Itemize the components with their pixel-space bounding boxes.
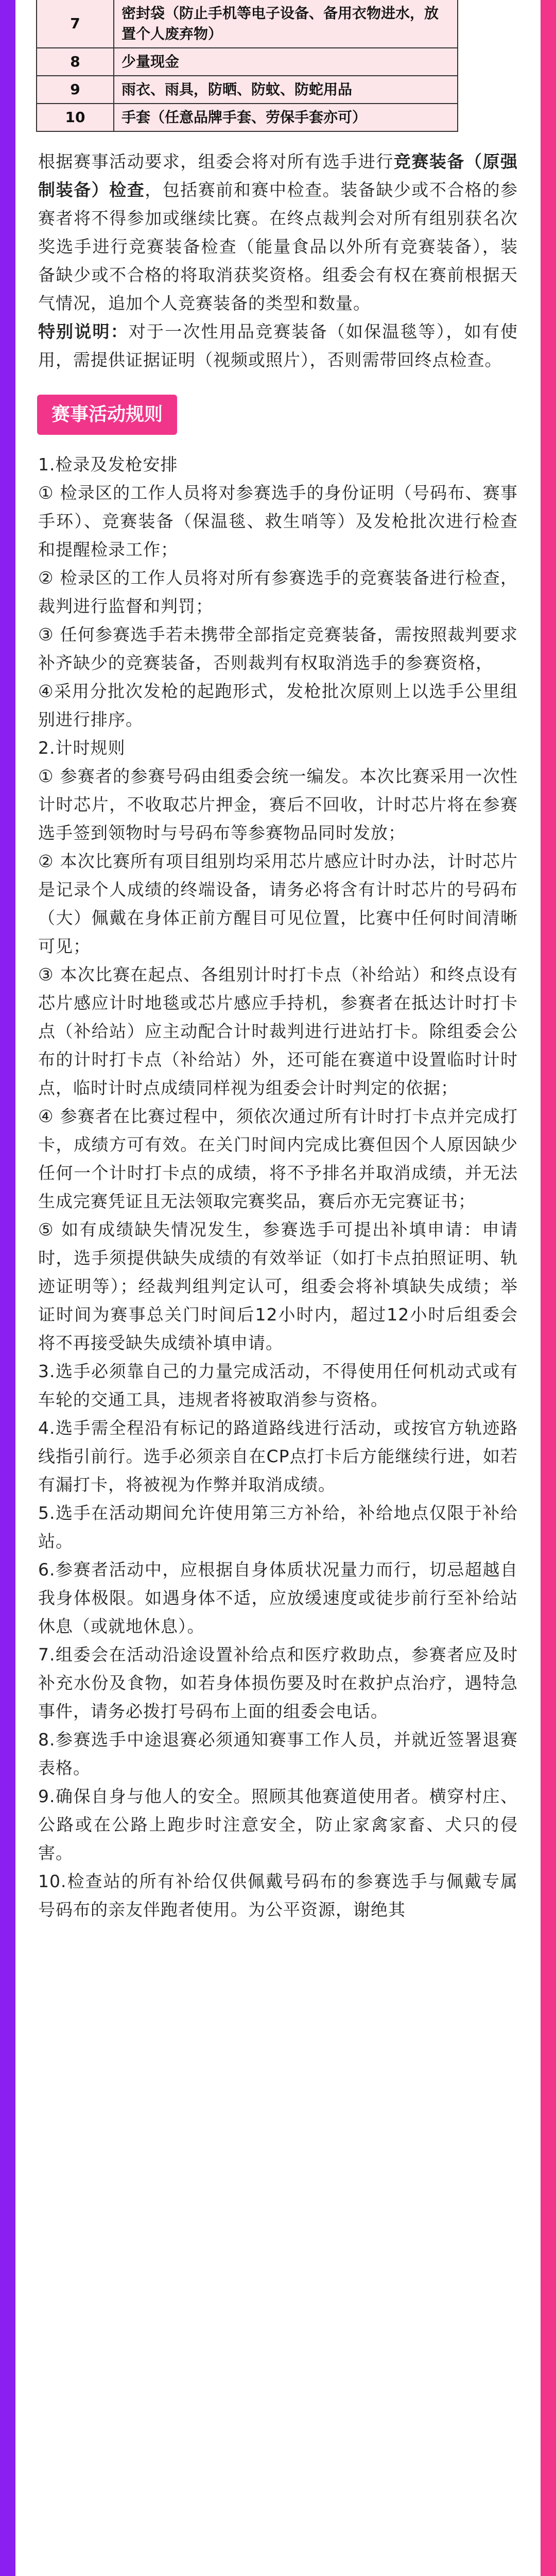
row-number: 7 — [37, 0, 114, 48]
rule-paragraph: ④ 参赛者在比赛过程中，须依次通过所有计时打卡点并完成打卡，成绩方可有效。在关门时间内完成比赛但因个人原因缺少任何一个计时打卡点的成绩，将不予排名并取消成绩，并无法生成完赛凭证且无法领取完赛奖品，赛后亦无完赛证书； — [38, 1106, 518, 1211]
rule-paragraph: 1.检录及发枪安排 — [38, 454, 178, 474]
intro-paragraph — [38, 147, 518, 317]
rule-paragraph: 7.组委会在活动沿途设置补给点和医疗救助点，参赛者应及时补充水份及食物，如若身体损伤要及时在救护点治疗，遇特急事件，请务必拨打号码布上面的组委会电话。 — [38, 1645, 518, 1721]
row-item: 少量现金 — [114, 48, 458, 76]
special-note-label: 特别说明： — [38, 321, 129, 342]
rule-paragraph: ① 检录区的工作人员将对参赛选手的身份证明（号码布、赛事手环）、竞赛装备（保温毯、救生哨等）及发枪批次进行检查和提醒检录工作； — [38, 483, 518, 560]
left-frame-border — [0, 0, 15, 2576]
rule-paragraph: 2.计时规则 — [38, 738, 126, 758]
rule-paragraph: 4.选手需全程沿有标记的路道路线进行活动，或按官方轨迹路线指引前行。选手必须亲自在CP点打卡后方能继续行进，如若有漏打卡，将被视为作弊并取消成绩。 — [38, 1418, 518, 1495]
row-number: 8 — [37, 48, 114, 76]
rule-paragraph: 9.确保自身与他人的安全。照顾其他赛道使用者。横穿村庄、公路或在公路上跑步时注意安全，防止家禽家畜、犬只的侵害。 — [38, 1786, 518, 1863]
intro-section — [15, 147, 541, 374]
special-note-text: 对于一次性用品竞赛装备（如保温毯等），如有使用，需提供证据证明（视频或照片），否则需带回终点检查。 — [38, 321, 518, 370]
rule-paragraph: 10.检查站的所有补给仅供佩戴号码布的参赛选手与佩戴专属号码布的亲友伴跑者使用。为公平资源，谢绝其 — [38, 1871, 518, 1920]
rule-paragraph: ② 检录区的工作人员将对所有参赛选手的竞赛装备进行检查，裁判进行监督和判罚； — [38, 568, 518, 616]
special-note-paragraph — [38, 317, 518, 374]
rule-paragraph: ③ 任何参赛选手若未携带全部指定竞赛装备，需按照裁判要求补齐缺少的竞赛装备，否则裁判有权取消选手的参赛资格， — [38, 624, 518, 673]
row-number: 9 — [37, 76, 114, 104]
intro-text-before: 根据赛事活动要求，组委会将对所有选手进行 — [38, 151, 394, 172]
row-item: 手套（任意品牌手套、劳保手套亦可） — [114, 104, 458, 131]
table-row — [37, 0, 458, 48]
right-frame-border — [541, 0, 556, 2576]
table-row — [37, 76, 458, 104]
rule-paragraph: ① 参赛者的参赛号码由组委会统一编发。本次比赛采用一次性计时芯片，不收取芯片押金，赛后不回收，计时芯片将在参赛选手签到领物时与号码布等参赛物品同时发放； — [38, 766, 518, 843]
table-row — [37, 104, 458, 131]
intro-text-after: ，包括赛前和赛中检查。装备缺少或不合格的参赛者将不得参加或继续比赛。在终点裁判会对所有组别获名次奖选手进行竞赛装备检查（能量食品以外所有竞赛装备），装备缺少或不合格的将取消获奖资格。组委会有权在赛前根据天气情况，追加个人竞赛装备的类型和数量。 — [38, 180, 518, 313]
rule-paragraph: 8.参赛选手中途退赛必须通知赛事工作人员，并就近签署退赛表格。 — [38, 1730, 518, 1778]
rules-section-header: 赛事活动规则 — [37, 395, 177, 435]
row-item: 雨衣、雨具，防晒、防蚊、防蛇用品 — [114, 76, 458, 104]
rule-paragraph: 5.选手在活动期间允许使用第三方补给，补给地点仅限于补给站。 — [38, 1503, 518, 1551]
rule-paragraph: ② 本次比赛所有项目组别均采用芯片感应计时办法，计时芯片是记录个人成绩的终端设备，请务必将含有计时芯片的号码布（大）佩戴在身体正前方醒目可见位置，比赛中任何时间清晰可见； — [38, 851, 518, 956]
rule-paragraph: ③ 本次比赛在起点、各组别计时打卡点（补给站）和终点设有芯片感应计时地毯或芯片感应手持机，参赛者在抵达计时打卡点（补给站）应主动配合计时裁判进行进站打卡。除组委会公布的计时打卡点（补给站）外，还可能在赛道中设置临时计时点，临时计时点成绩同样视为组委会计时判定的依据； — [38, 964, 518, 1098]
intro-text-bold: 竞赛装备（原强制装备）检查 — [38, 151, 518, 200]
rule-paragraph: ⑤ 如有成绩缺失情况发生，参赛选手可提出补填申请：申请时，选手须提供缺失成绩的有效举证（如打卡点拍照证明、轨迹证明等）；经裁判组判定认可，组委会将补填缺失成绩；举证时间为赛事总关门时间后12小时内，超过12小时后组委会将不再接受缺失成绩补填申请。 — [38, 1219, 518, 1353]
rule-paragraph: ④采用分批次发枪的起跑形式，发枪批次原则上以选手公里组别进行排序。 — [38, 681, 518, 730]
rule-paragraph: 3.选手必须靠自己的力量完成活动，不得使用任何机动式或有车轮的交通工具，违规者将被取消参与资格。 — [38, 1361, 518, 1410]
equipment-table — [36, 0, 458, 132]
row-number: 10 — [37, 104, 114, 131]
rules-section — [15, 450, 541, 1924]
row-item: 密封袋（防止手机等电子设备、备用衣物进水，放置个人废弃物） — [114, 0, 458, 48]
table-row — [37, 48, 458, 76]
document-page — [15, 0, 541, 2576]
rule-paragraph: 6.参赛者活动中，应根据自身体质状况量力而行，切忌超越自我身体极限。如遇身体不适，应放缓速度或徒步前行至补给站休息（或就地休息）。 — [38, 1560, 518, 1636]
